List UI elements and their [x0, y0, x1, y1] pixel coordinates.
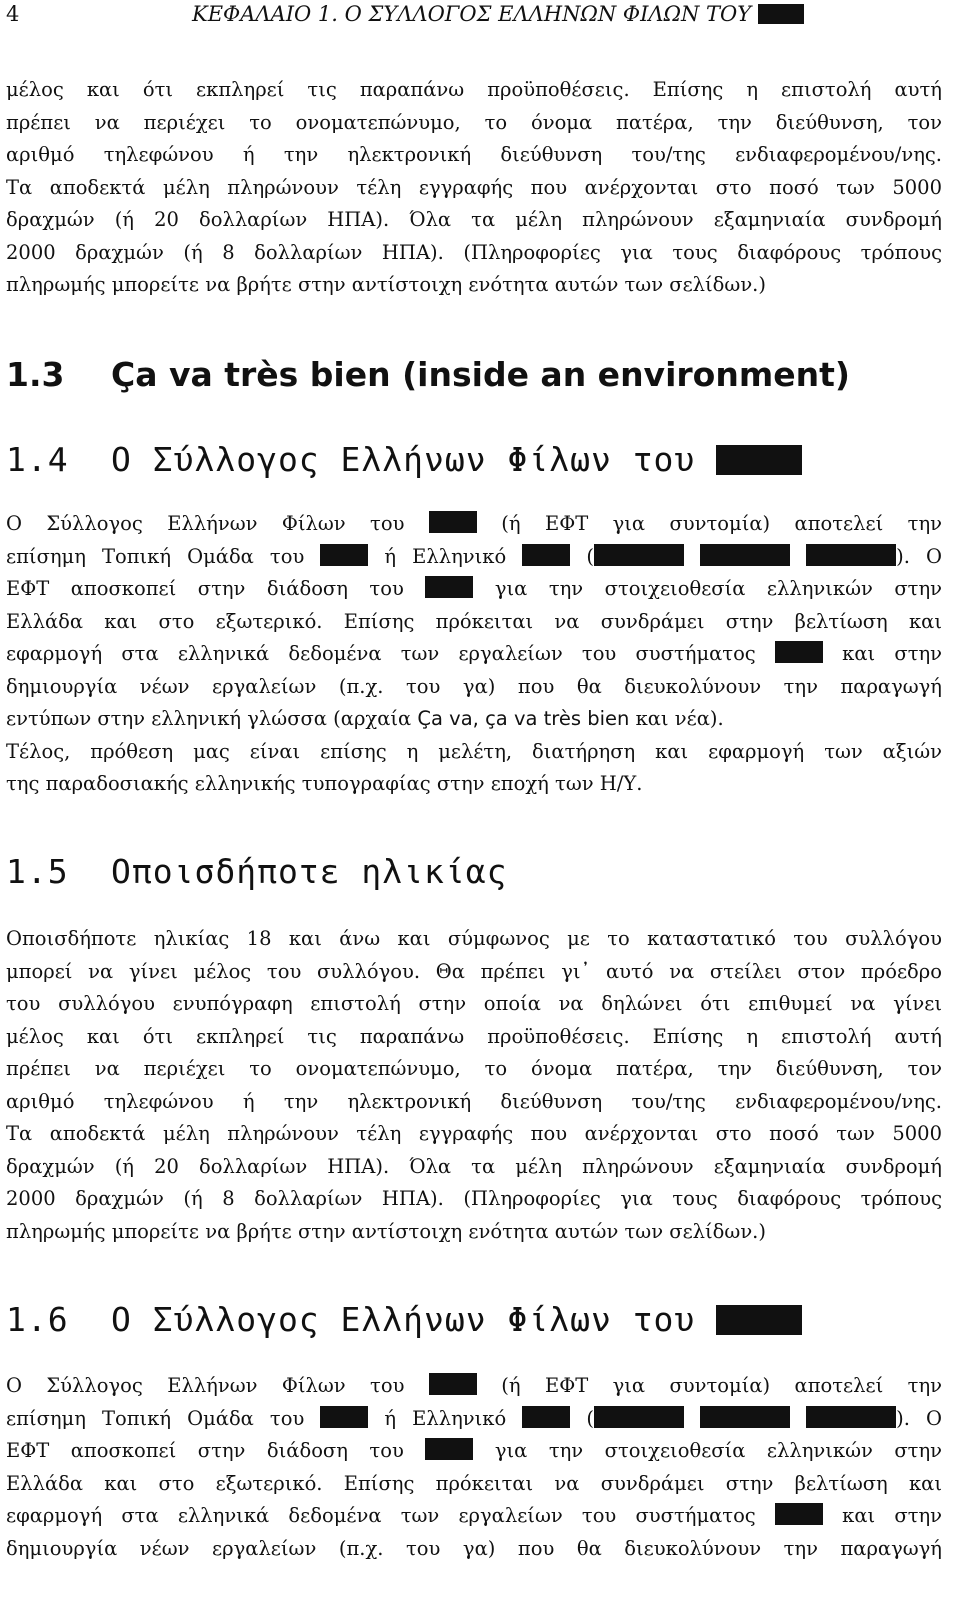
sans-text-run: Ça va, ça va très bien	[417, 707, 630, 730]
redacted-logo	[522, 1406, 570, 1428]
text-run: Ο Σύλλογος Ελλήνων Φίλων του	[6, 1374, 405, 1397]
paragraph-line	[6, 508, 942, 541]
running-title	[192, 2, 804, 26]
paragraph-line: πληρωμής μπορείτε να βρήτε στην αντίστοιχη ενότητα αυτών των σελίδων.)	[6, 1219, 766, 1243]
redacted-logo	[320, 1406, 368, 1428]
text-run: ή Ελληνικό	[384, 544, 507, 568]
redacted-logo	[522, 544, 570, 566]
redacted-logo	[429, 511, 477, 533]
paragraph-line	[6, 573, 942, 606]
section-number: 1.6	[6, 1300, 69, 1339]
redacted-logo	[425, 1438, 473, 1460]
text-run: (ή ΕΦΤ για συντομία) αποτελεί την	[501, 1374, 942, 1397]
text-run: (	[586, 1406, 594, 1430]
paragraph-line	[6, 638, 942, 671]
paragraph-line: 2000 δραχμών (ή 8 δολλαρίων ΗΠΑ). (Πληροφορίες για τους διαφόρους τρόπους	[6, 240, 942, 264]
paragraph-line: μπορεί να γίνει μέλος του συλλόγου. Θα πρέπει γι᾽ αυτό να στείλει στον πρόεδρο	[6, 959, 942, 983]
paragraph-line: 2000 δραχμών (ή 8 δολλαρίων ΗΠΑ). (Πληροφορίες για τους διαφόρους τρόπους	[6, 1187, 942, 1210]
paragraph-line: δημιουργία νέων εργαλείων (π.χ. του γα) που θα διευκολύνουν την παραγωγή	[6, 674, 942, 698]
text-run: ή Ελληνικό	[384, 1406, 507, 1430]
paragraph-line: Ελλάδα και στο εξωτερικό. Επίσης πρόκειται να συνδράμει στην βελτίωση και	[6, 1471, 942, 1495]
redacted-logo	[716, 445, 802, 475]
page-number: 4	[6, 2, 20, 26]
paragraph-line: δραχμών (ή 20 δολλαρίων ΗΠΑ). Όλα τα μέλη πληρώνουν εξαμηνιαία συνδρομή	[6, 208, 942, 231]
text-run: εντύπων στην ελληνική γλώσσα (αρχαία	[6, 707, 412, 730]
paragraph-line: δημιουργία νέων εργαλείων (π.χ. του γα) που θα διευκολύνουν την παραγωγή	[6, 1536, 942, 1560]
section-title: Ça va très bien (inside an environment)	[111, 355, 850, 394]
section-heading-1-6	[6, 1300, 942, 1339]
paragraph-line: της παραδοσιακής ελληνικής τυπογραφίας στην εποχή των Η/Υ.	[6, 772, 643, 795]
paragraph-line	[6, 703, 942, 736]
text-run: επίσημη Τοπική Ομάδα του	[6, 1406, 305, 1430]
paragraph-line: αριθμό τηλεφώνου ή την ηλεκτρονική διεύθυνση του/της ενδιαφερομένου/νης.	[6, 143, 942, 166]
text-run: (	[586, 544, 594, 568]
section-number: 1.5	[6, 852, 69, 891]
text-run: Ο Σύλλογος Ελλήνων Φίλων του	[6, 512, 405, 535]
text-run: για την στοιχειοθεσία ελληνικών στην	[494, 577, 943, 600]
text-run: και νέα).	[635, 707, 724, 730]
section-heading-1-4	[6, 440, 942, 479]
paragraph-line: Οποισδήποτε ηλικίας 18 και άνω και σύμφωνος με το καταστατικό του συλλόγου	[6, 927, 942, 950]
text-run: και στην	[842, 642, 943, 665]
text-run: ΕΦΤ αποσκοπεί στην διάδοση του	[6, 577, 404, 600]
redacted-logo	[594, 544, 684, 566]
text-run: επίσημη Τοπική Ομάδα του	[6, 544, 305, 568]
text-run: ). Ο	[896, 1406, 942, 1430]
paragraph-line: του συλλόγου ενυπόγραφη επιστολή στην οποία να δηλώνει ότι επιθυμεί να γίνει	[6, 992, 942, 1015]
paragraph-line	[6, 1403, 942, 1436]
text-run: για την στοιχειοθεσία ελληνικών στην	[494, 1439, 943, 1462]
text-run: εφαρμογή στα ελληνικά δεδομένα των εργαλείων του συστήματος	[6, 1504, 756, 1527]
section-1-6-body	[6, 1370, 942, 1565]
paragraph-line: αριθμό τηλεφώνου ή την ηλεκτρονική διεύθυνση του/της ενδιαφερομένου/νης.	[6, 1089, 942, 1113]
redacted-logo	[758, 4, 804, 24]
paragraph-line: Ελλάδα και στο εξωτερικό. Επίσης πρόκειται να συνδράμει στην βελτίωση και	[6, 609, 942, 633]
redacted-logo	[806, 544, 896, 566]
section-number: 1.4	[6, 440, 69, 479]
paragraph-line	[6, 1370, 942, 1403]
redacted-logo	[806, 1406, 896, 1428]
section-heading-1-5	[6, 852, 942, 891]
paragraph-line: μέλος και ότι εκπληρεί τις παραπάνω προϋποθέσεις. Επίσης η επιστολή αυτή	[6, 1024, 942, 1048]
paragraph-line	[6, 541, 942, 574]
paragraph-line	[6, 1435, 942, 1468]
paragraph-line: πρέπει να περιέχει το ονοματεπώνυμο, το όνομα πατέρα, την διεύθυνση, τον	[6, 1057, 942, 1080]
redacted-logo	[775, 641, 823, 663]
running-header	[6, 2, 946, 28]
paragraph-line: Τα αποδεκτά μέλη πληρώνουν τέλη εγγραφής που ανέρχονται στο ποσό των 5000	[6, 175, 942, 199]
text-run: (ή ΕΦΤ για συντομία) αποτελεί την	[501, 512, 942, 535]
paragraph-line	[6, 1500, 942, 1533]
paragraph-line: πληρωμής μπορείτε να βρήτε στην αντίστοιχη ενότητα αυτών των σελίδων.)	[6, 273, 766, 296]
top-paragraph	[6, 74, 942, 302]
redacted-logo	[594, 1406, 684, 1428]
section-heading-1-3	[6, 355, 942, 394]
section-title: Ο Σύλλογος Ελλήνων Φίλων του	[111, 1300, 696, 1339]
text-run: και στην	[842, 1504, 943, 1527]
redacted-logo	[700, 544, 790, 566]
redacted-logo	[425, 576, 473, 598]
section-title: Οποισδήποτε ηλικίας	[111, 852, 508, 891]
paragraph-line: δραχμών (ή 20 δολλαρίων ΗΠΑ). Όλα τα μέλη πληρώνουν εξαμηνιαία συνδρομή	[6, 1154, 942, 1178]
redacted-logo	[320, 544, 368, 566]
section-1-4-body	[6, 508, 942, 801]
redacted-logo	[429, 1373, 477, 1395]
section-title: Ο Σύλλογος Ελλήνων Φίλων του	[111, 440, 696, 479]
text-run: εφαρμογή στα ελληνικά δεδομένα των εργαλείων του συστήματος	[6, 642, 756, 665]
redacted-logo	[700, 1406, 790, 1428]
redacted-logo	[716, 1305, 802, 1335]
text-run: ΕΦΤ αποσκοπεί στην διάδοση του	[6, 1439, 404, 1462]
paragraph-line: Τα αποδεκτά μέλη πληρώνουν τέλη εγγραφής που ανέρχονται στο ποσό των 5000	[6, 1122, 942, 1145]
section-1-5-body	[6, 923, 942, 1248]
text-run: ). Ο	[896, 544, 942, 568]
paragraph-line: Τέλος, πρόθεση μας είναι επίσης η μελέτη, διατήρηση και εφαρμογή των αξιών	[6, 739, 942, 763]
paragraph-line: μέλος και ότι εκπληρεί τις παραπάνω προϋποθέσεις. Επίσης η επιστολή αυτή	[6, 78, 942, 101]
section-number: 1.3	[6, 355, 65, 394]
running-title-text: ΚΕΦΑΛΑΙΟ 1. Ο ΣΥΛΛΟΓΟΣ ΕΛΛΗΝΩΝ ΦΙΛΩΝ ΤΟΥ	[192, 2, 752, 26]
paragraph-line: πρέπει να περιέχει το ονοματεπώνυμο, το όνομα πατέρα, την διεύθυνση, τον	[6, 110, 942, 134]
redacted-logo	[775, 1503, 823, 1525]
